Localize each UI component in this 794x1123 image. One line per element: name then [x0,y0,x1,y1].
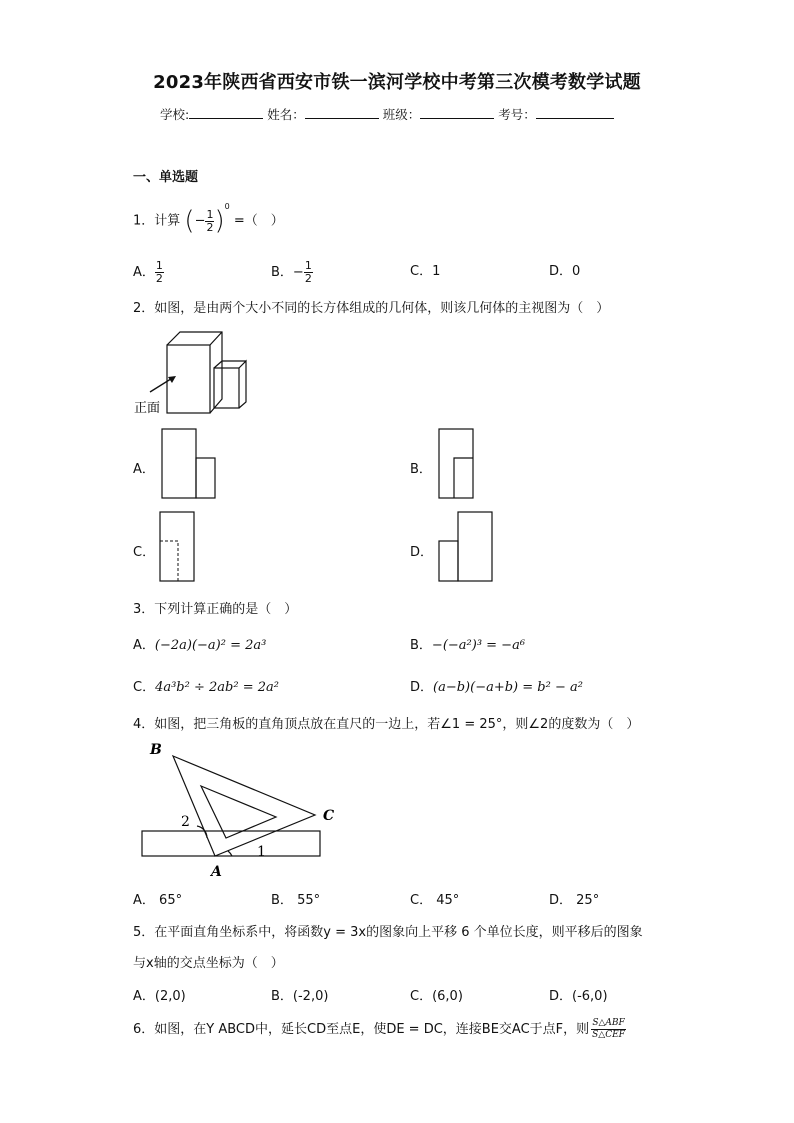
question-3: 3．下列计算正确的是（ ） [133,602,298,617]
q2-option-d-label[interactable]: D． [410,545,434,560]
q4-option-a[interactable]: A． 65° [133,893,183,908]
name-blank[interactable] [305,104,379,119]
name-label: 姓名： [267,107,305,122]
minus-sign: − [194,213,206,229]
q2-solid-figure [130,326,250,421]
question-6-text: 6．如图，在Y ABCD中，延长CD至点E，使DE = DC，连接BE交AC于点F，则 [133,1022,590,1037]
q2-option-c-view[interactable] [158,511,198,583]
q4-triangle-ruler-figure [135,738,350,878]
q4-option-b[interactable]: B． 55° [271,893,321,908]
left-paren: ( [184,206,195,236]
q5-option-b[interactable]: B．(-2,0) [271,989,329,1004]
front-label: 正面 [134,401,161,416]
question-5-line-1: 5．在平面直角坐标系中，将函数y = 3x的图象向上平移 6 个单位长度，则平移后的图象 [133,925,643,940]
q2-option-a-view[interactable] [160,428,220,500]
q4-option-d[interactable]: D． 25° [549,893,600,908]
q3-option-d[interactable]: D．(a−b)(−a+b) = b² − a² [410,680,583,695]
q5-option-d[interactable]: D．(-6,0) [549,989,608,1004]
right-paren: ) [214,206,225,236]
angle-1-label: 1 [257,844,266,860]
q5-option-c[interactable]: C．(6,0) [410,989,463,1004]
exam-number-label: 考号： [498,107,536,122]
question-6 [133,1018,626,1041]
class-label: 班级： [382,107,421,122]
vertex-b-label: B [150,742,162,758]
q2-option-b-label[interactable]: B． [410,462,432,477]
school-blank[interactable] [189,104,263,119]
student-info-row [160,104,614,123]
area-ratio-fraction: $\frac{\text{S△ABF}}{\text{S△CEF}}$ [592,1018,625,1040]
fraction: $\frac{1}{2}$ [206,207,214,234]
class-blank[interactable] [420,104,494,119]
section-title: 一、单选题 [133,170,199,185]
q1-option-a[interactable]: A． $\frac{1}{2}$ [133,259,163,285]
question-1-lead: 1．计算 [133,213,181,229]
q4-option-c[interactable]: C． 45° [410,893,460,908]
q2-option-d-view[interactable] [437,511,497,583]
q1-option-d[interactable]: D．0 [549,264,581,279]
question-5-line-2: 与x轴的交点坐标为（ ） [133,956,284,971]
question-1-tail: =（ ） [233,213,284,229]
exam-number-blank[interactable] [536,104,614,119]
vertex-a-label: A [211,864,222,880]
q2-option-b-view[interactable] [437,428,477,500]
q1-option-c[interactable]: C．1 [410,264,441,279]
q3-option-c[interactable]: C．4a³b² ÷ 2ab² = 2a² [133,680,279,695]
angle-2-label: 2 [181,814,190,830]
q2-option-c-label[interactable]: C． [133,545,156,560]
q5-option-a[interactable]: A．(2,0) [133,989,186,1004]
school-label: 学校: [160,107,190,122]
q3-option-b[interactable]: B．−(−a²)³ = −a⁶ [410,638,526,653]
q2-option-a-label[interactable]: A． [133,462,155,477]
question-1 [133,202,284,236]
question-2: 2．如图，是由两个大小不同的长方体组成的几何体，则该几何体的主视图为（ ） [133,301,610,316]
exponent: 0 [224,202,230,212]
q3-option-a[interactable]: A．(−2a)(−a)² = 2a³ [133,638,267,653]
q1-option-b[interactable]: B．− $\frac{1}{2}$ [271,259,312,285]
vertex-c-label: C [323,808,335,824]
exam-title: 2023年陕西省西安市铁一滨河学校中考第三次模考数学试题 [153,72,641,93]
question-4: 4．如图，把三角板的直角顶点放在直尺的一边上，若∠1 = 25°，则∠2的度数为（ ） [133,717,640,732]
